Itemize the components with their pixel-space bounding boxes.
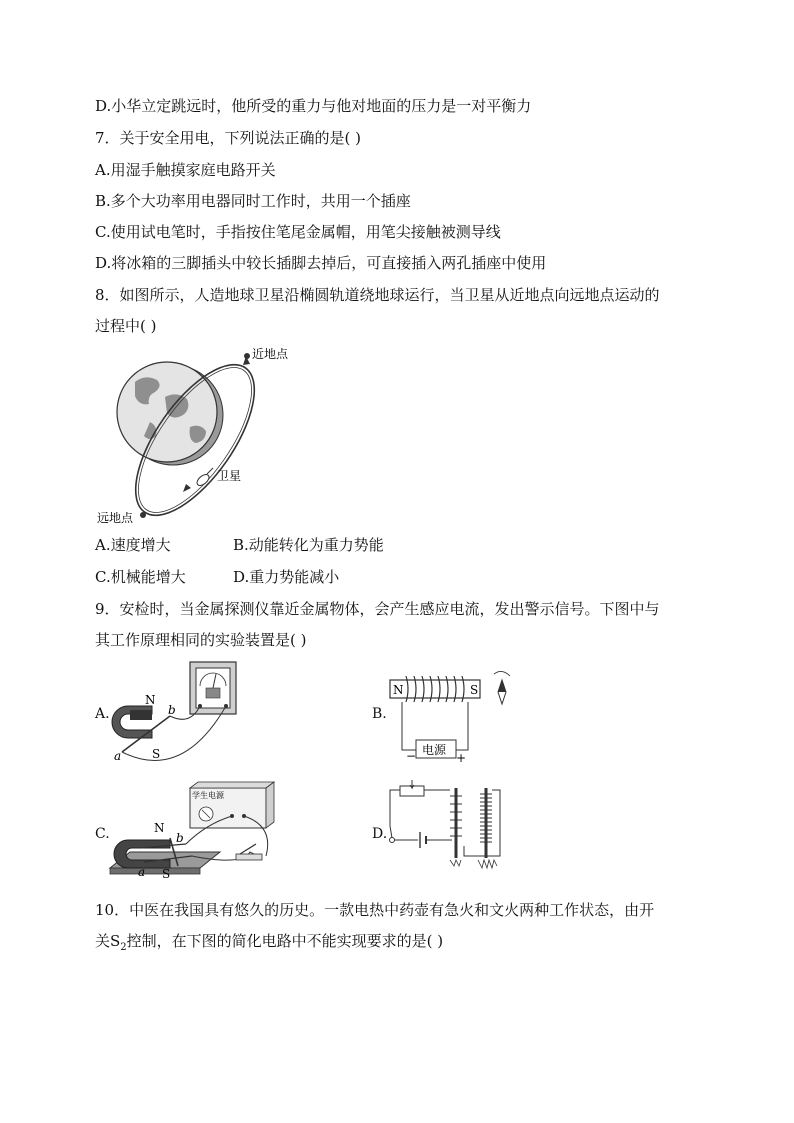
q8-option-b: B.动能转化为重力势能: [233, 536, 384, 554]
q9-stem-line2: 其工作原理相同的实验装置是( ): [95, 631, 307, 649]
compass-needle-icon: [494, 671, 510, 704]
conductor-end-a: a: [138, 865, 146, 879]
conductor-end-b: b: [168, 703, 176, 717]
figure-c-power-supply-setup: [110, 782, 280, 882]
power-source-label: 电源: [422, 743, 447, 757]
magnet-south-label: S: [152, 747, 161, 761]
apogee-point: [140, 512, 146, 518]
switch-lever: [390, 826, 392, 838]
q7-option-d: D.将冰箱的三脚插头中较长插脚去掉后，可直接插入两孔插座中使用: [95, 254, 547, 272]
solenoid-core: [390, 680, 480, 698]
q7-option-c: C.使用试电笔时，手指按住笔尾金属帽，用笔尖接触被测导线: [95, 223, 501, 241]
student-power-supply-label: 学生电源: [192, 791, 224, 800]
q10-text-pre: 关S: [95, 932, 121, 950]
attracted-pins-2: [478, 860, 497, 868]
q8-stem-line1: 8．如图所示，人造地球卫星沿椭圆轨道绕地球运行，当卫星从近地点向远地点运动的: [95, 286, 660, 304]
q7-option-b: B.多个大功率用电器同时工作时，共用一个插座: [95, 192, 411, 210]
magnet-south-label: S: [162, 867, 171, 881]
satellite-label: 卫星: [217, 469, 242, 483]
solenoid-north-label: N: [393, 683, 404, 697]
figure-b-solenoid-setup: [388, 668, 523, 764]
q9-option-c-label: C.: [95, 826, 110, 842]
figure-a-galvanometer-setup: [112, 660, 247, 770]
q6-option-d: D.小华立定跳远时，他所受的重力与他对地面的压力是一对平衡力: [95, 97, 532, 115]
magnet-north-label: N: [145, 693, 156, 707]
q10-stem-line1: 10．中医在我国具有悠久的历史。一款电热中药壶有急火和文火两种工作状态，由开: [95, 901, 655, 919]
solenoid-south-label: S: [470, 683, 479, 697]
switch-contact: [390, 838, 395, 843]
q9-stem-line1: 9．安检时，当金属探测仪靠近金属物体，会产生感应电流，发出警示信号。下图中与: [95, 600, 660, 618]
q8-option-d: D.重力势能减小: [233, 568, 340, 586]
q8-options-row1: [95, 535, 384, 555]
power-plus-label: +: [456, 751, 467, 765]
apogee-label: 远地点: [97, 511, 134, 525]
q7-option-a: A.用湿手触摸家庭电路开关: [95, 161, 276, 179]
q7-stem: 7．关于安全用电，下列说法正确的是( ): [95, 129, 362, 147]
conductor-end-b: b: [176, 831, 184, 845]
q8-option-a: A.速度增大: [95, 536, 171, 554]
attracted-pins-1: [450, 860, 461, 866]
power-minus-label: −: [406, 749, 417, 763]
q8-options-row2: [95, 567, 339, 587]
orbit-direction-arrow: [183, 484, 191, 492]
knife-switch-icon: [236, 844, 262, 860]
q10-text-post: 控制，在下图的简化电路中不能实现要求的是( ): [126, 932, 444, 950]
satellite-orbit-figure: [95, 342, 315, 527]
q9-option-b-label: B.: [372, 706, 387, 722]
q9-option-a-label: A.: [95, 706, 110, 722]
q10-subscript: 2: [120, 942, 127, 953]
q9-option-d-label: D.: [372, 826, 388, 842]
q8-stem-line2: 过程中( ): [95, 317, 157, 335]
q10-stem-line2: [95, 931, 443, 958]
conductor-end-a: a: [114, 749, 122, 763]
q8-option-c: C.机械能增大: [95, 568, 186, 586]
magnet-north-label: N: [154, 821, 165, 835]
figure-d-electromagnet-setup: [386, 780, 506, 876]
perigee-label: 近地点: [252, 347, 289, 361]
